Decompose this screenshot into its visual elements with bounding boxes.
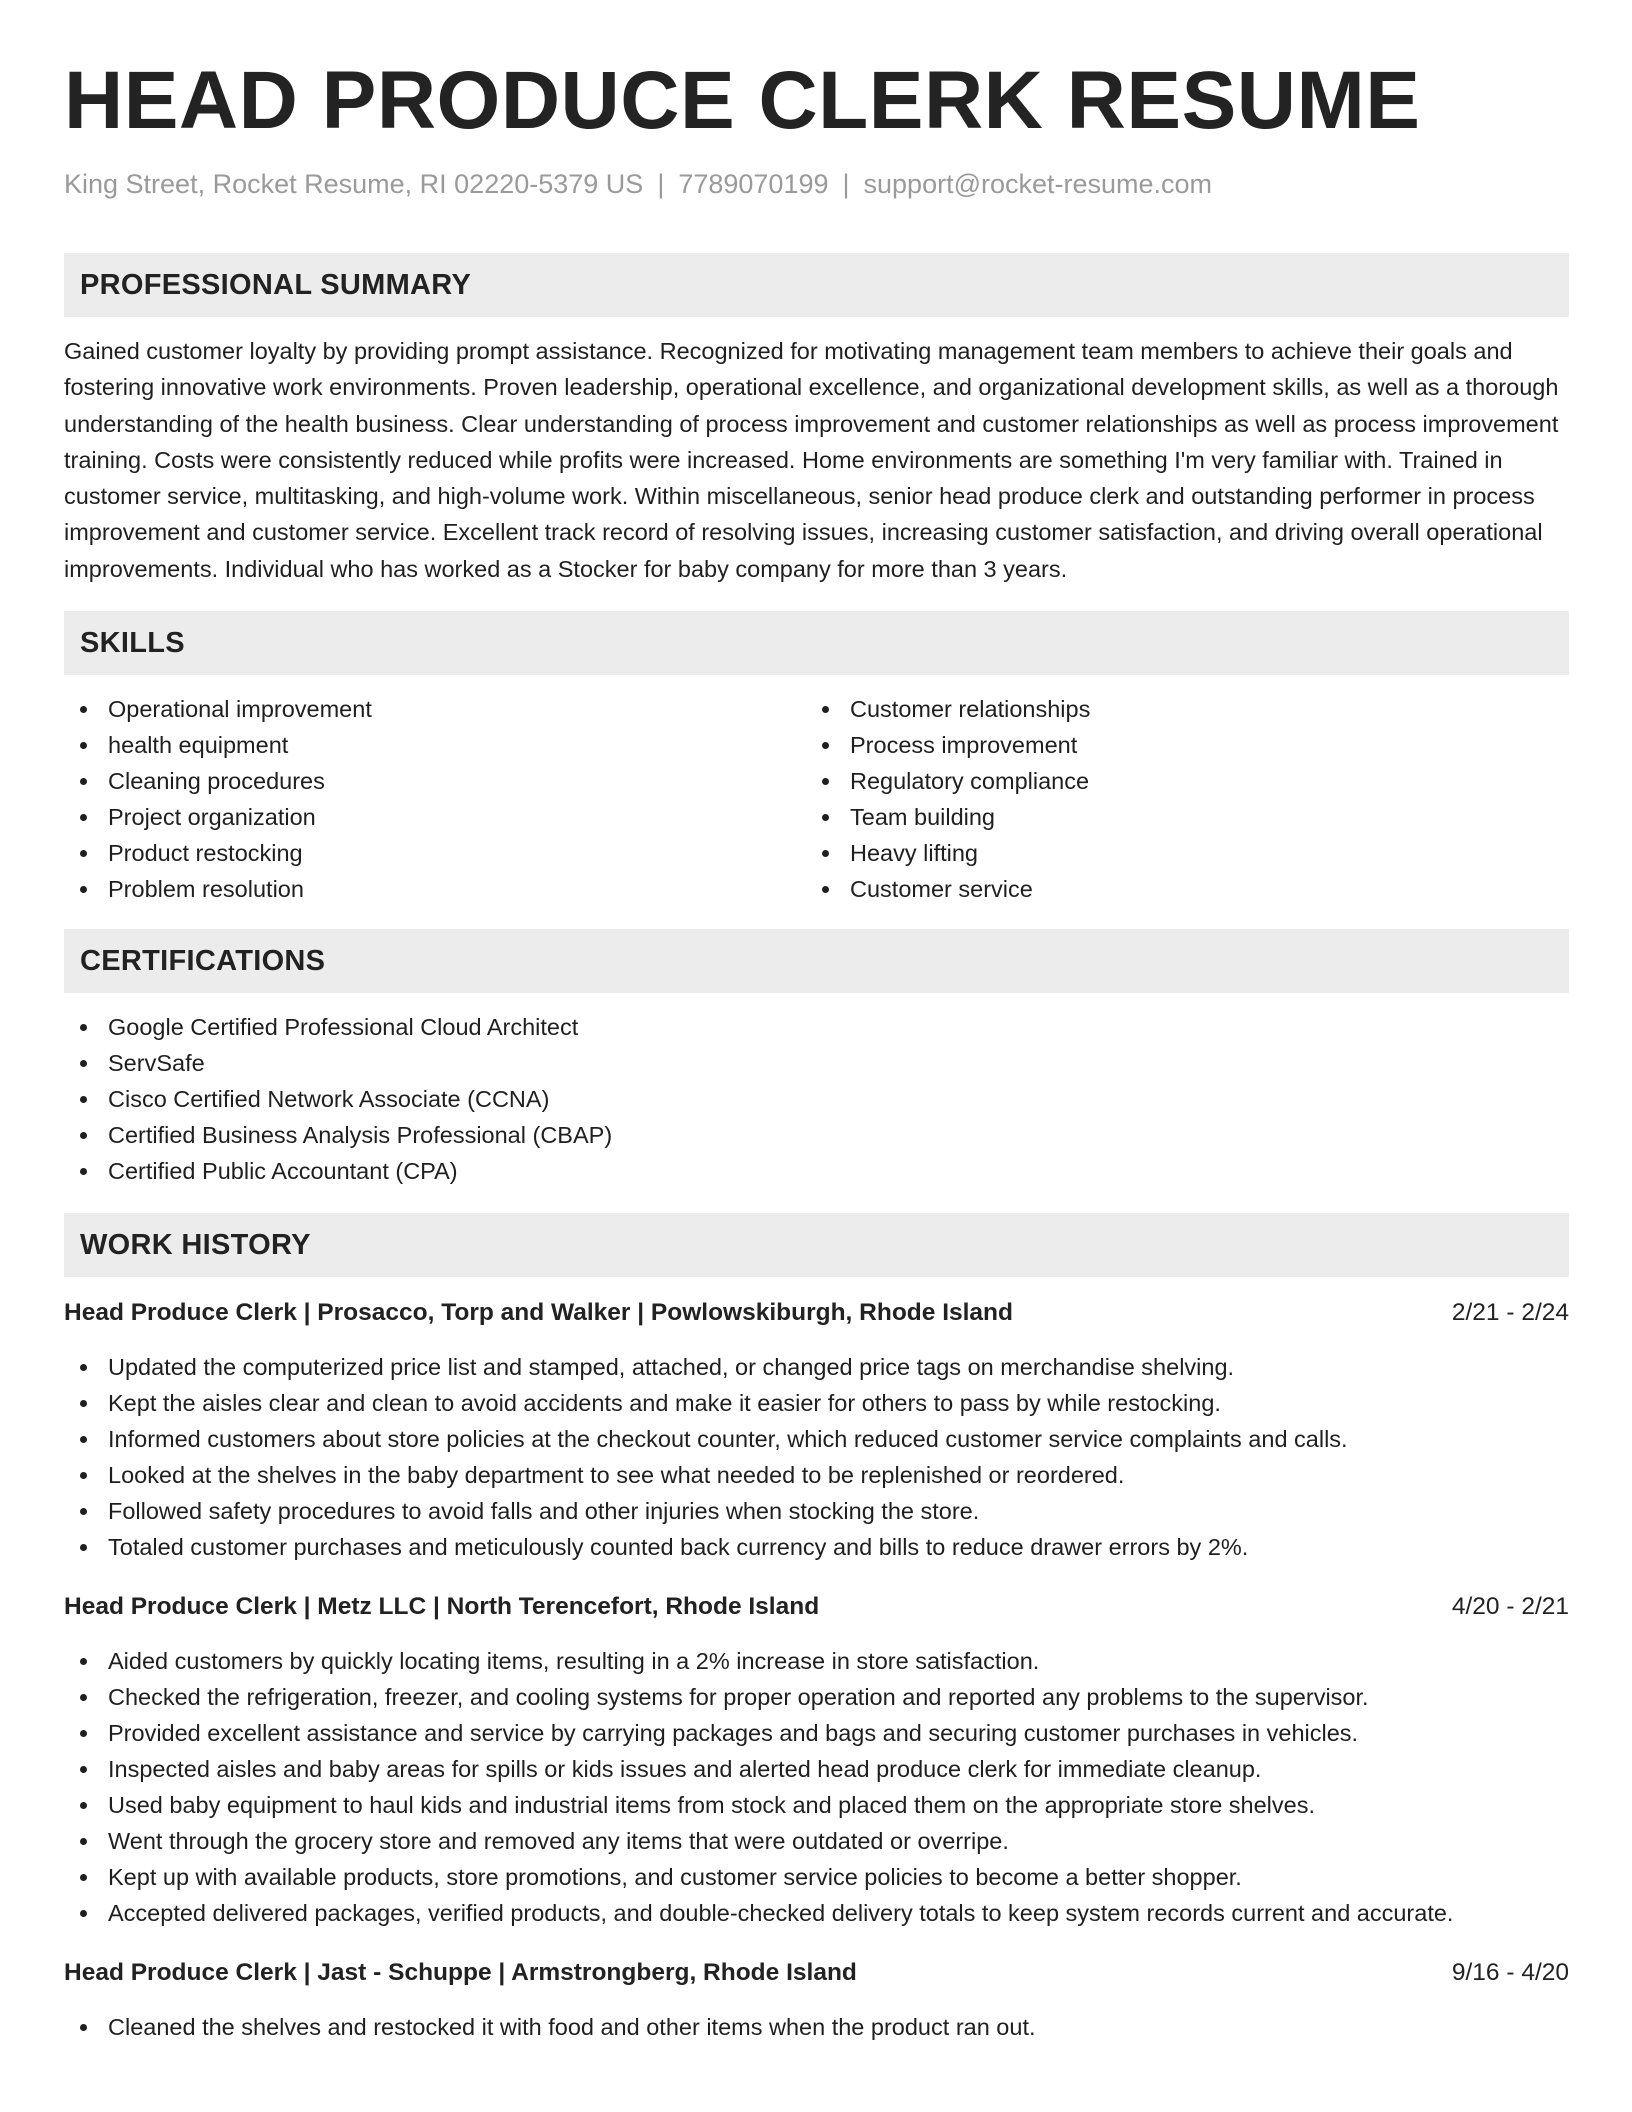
summary-text: Gained customer loyalty by providing prompt assistance. Recognized for motivating management team members to achieve their goals and fostering innovative work environments. Proven leadership, operational excellence, and organizational development skills, as well as a thorough understanding of the health business. Clear understanding of process improvement and customer relationships as well as process improvement training. Costs were consistently reduced while profits were increased. Home environments are something I'm very familiar with. Trained in customer service, multitasking, and high-volume work. Within miscellaneous, senior head produce clerk and outstanding performer in process improvement and customer service. Excellent track record of resolving issues, increasing customer satisfaction, and driving overall operational improvements. Individual who has worked as a Stocker for baby company for more than 3 years. xyxy=(64,338,1559,582)
job-bullet: Provided excellent assistance and service by carrying packages and bags and securing customer purchases in vehicles. xyxy=(64,1715,1569,1751)
job-bullet: Checked the refrigeration, freezer, and cooling systems for proper operation and reported any problems to the supervisor. xyxy=(64,1679,1569,1715)
job-dates: 9/16 - 4/20 xyxy=(1451,1959,1569,1987)
skill-item: Operational improvement xyxy=(64,691,806,727)
section-header-certifications: CERTIFICATIONS xyxy=(64,929,1569,993)
skills-list xyxy=(64,691,1569,907)
certification-item: Google Certified Professional Cloud Architect xyxy=(64,1009,1569,1045)
job-title: Head Produce Clerk | Prosacco, Torp and Walker | Powlowskiburgh, Rhode Island xyxy=(64,1299,1013,1327)
contact-line xyxy=(64,168,1569,200)
job-bullet: Cleaned the shelves and restocked it with food and other items when the product ran out. xyxy=(64,2009,1569,2045)
skill-item: Regulatory compliance xyxy=(806,763,1548,799)
job-entry xyxy=(64,1295,1569,1565)
job-bullets xyxy=(64,1643,1569,1931)
job-bullet: Used baby equipment to haul kids and industrial items from stock and placed them on the appropriate store shelves. xyxy=(64,1787,1569,1823)
skill-item: Heavy lifting xyxy=(806,835,1548,871)
job-bullet: Went through the grocery store and removed any items that were outdated or overripe. xyxy=(64,1823,1569,1859)
job-bullet: Kept the aisles clear and clean to avoid accidents and make it easier for others to pass by while restocking. xyxy=(64,1385,1569,1421)
resume-page xyxy=(64,0,1569,2045)
job-bullet: Totaled customer purchases and meticulously counted back currency and bills to reduce drawer errors by 2%. xyxy=(64,1529,1569,1565)
skill-item: Process improvement xyxy=(806,727,1548,763)
skill-item: Customer relationships xyxy=(806,691,1548,727)
job-title: Head Produce Clerk | Metz LLC | North Terencefort, Rhode Island xyxy=(64,1593,820,1621)
job-bullet: Looked at the shelves in the baby department to see what needed to be replenished or reordered. xyxy=(64,1457,1569,1493)
contact-address: King Street, Rocket Resume, RI 02220-5379 US xyxy=(64,169,644,199)
job-bullets xyxy=(64,1349,1569,1565)
job-header xyxy=(64,1955,1569,1991)
skill-item: Cleaning procedures xyxy=(64,763,806,799)
job-dates: 4/20 - 2/21 xyxy=(1451,1593,1569,1621)
skill-item: health equipment xyxy=(64,727,806,763)
certifications-list xyxy=(64,1009,1569,1189)
certification-item: Certified Business Analysis Professional (CBAP) xyxy=(64,1117,1569,1153)
section-header-summary: PROFESSIONAL SUMMARY xyxy=(64,253,1569,317)
job-bullet: Informed customers about store policies at the checkout counter, which reduced customer service complaints and calls. xyxy=(64,1421,1569,1457)
job-dates: 2/21 - 2/24 xyxy=(1451,1299,1569,1327)
skills-column-left xyxy=(64,691,806,907)
skill-item: Customer service xyxy=(806,871,1548,907)
skill-item: Problem resolution xyxy=(64,871,806,907)
certification-item: Cisco Certified Network Associate (CCNA) xyxy=(64,1081,1569,1117)
resume-title: HEAD PRODUCE CLERK RESUME xyxy=(64,55,1421,146)
job-bullet: Kept up with available products, store promotions, and customer service policies to become a better shopper. xyxy=(64,1859,1569,1895)
skills-column-right xyxy=(806,691,1548,907)
skill-item: Product restocking xyxy=(64,835,806,871)
certification-item: ServSafe xyxy=(64,1045,1569,1081)
job-title: Head Produce Clerk | Jast - Schuppe | Armstrongberg, Rhode Island xyxy=(64,1959,857,1987)
job-bullet: Inspected aisles and baby areas for spills or kids issues and alerted head produce clerk for immediate cleanup. xyxy=(64,1751,1569,1787)
job-header xyxy=(64,1589,1569,1625)
job-bullet: Accepted delivered packages, verified products, and double-checked delivery totals to keep system records current and accurate. xyxy=(64,1895,1569,1931)
skill-item: Project organization xyxy=(64,799,806,835)
contact-email: support@rocket-resume.com xyxy=(863,169,1213,199)
job-bullet: Followed safety procedures to avoid falls and other injuries when stocking the store. xyxy=(64,1493,1569,1529)
job-entry xyxy=(64,1589,1569,1931)
contact-phone: 7789070199 xyxy=(678,169,829,199)
job-bullet: Aided customers by quickly locating items, resulting in a 2% increase in store satisfaction. xyxy=(64,1643,1569,1679)
contact-separator: | xyxy=(842,169,850,199)
section-header-work-history: WORK HISTORY xyxy=(64,1213,1569,1277)
job-entry xyxy=(64,1955,1569,2045)
skill-item: Team building xyxy=(806,799,1548,835)
job-header xyxy=(64,1295,1569,1331)
job-bullet: Updated the computerized price list and stamped, attached, or changed price tags on merchandise shelving. xyxy=(64,1349,1569,1385)
section-header-skills: SKILLS xyxy=(64,611,1569,675)
certification-item: Certified Public Accountant (CPA) xyxy=(64,1153,1569,1189)
job-bullets xyxy=(64,2009,1569,2045)
contact-separator: | xyxy=(657,169,665,199)
